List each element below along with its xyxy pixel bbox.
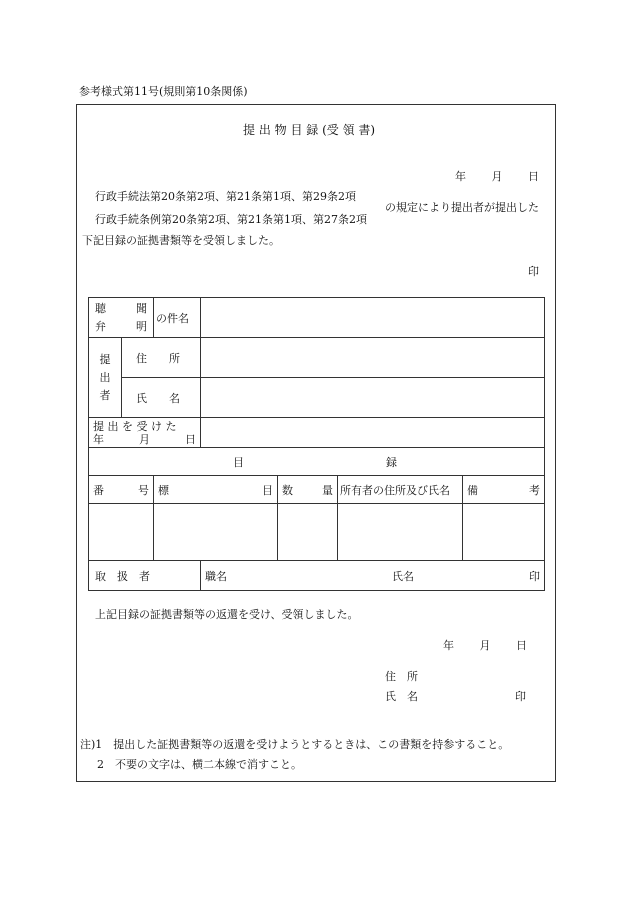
col-label: 標 目 bbox=[154, 476, 278, 504]
submitter-name-field[interactable] bbox=[201, 378, 545, 418]
entry-note-field[interactable] bbox=[463, 504, 545, 561]
note-1: 注)1 提出した証拠書類等の返還を受けようとするときは、この書類を持参すること。 bbox=[80, 738, 510, 751]
form-title: 提 出 物 目 録 (受 領 書) bbox=[243, 123, 376, 137]
job-title-label: 職名 bbox=[205, 569, 227, 583]
handler-name-label: 氏名 bbox=[392, 569, 414, 583]
law-line-3: 下記目録の証拠書類等を受領しました。 bbox=[82, 234, 280, 247]
month-label: 月 bbox=[491, 170, 503, 183]
return-address-label: 住 所 bbox=[385, 670, 418, 683]
entry-owner-field[interactable] bbox=[338, 504, 463, 561]
day-label: 日 bbox=[528, 170, 539, 183]
handler-label: 取 扱 者 bbox=[89, 561, 201, 591]
return-year-label: 年 bbox=[443, 639, 454, 652]
law-line-1: 行政手続法第20条第2項、第21条第1項、第29条2項 bbox=[95, 190, 356, 203]
return-month-label: 月 bbox=[479, 639, 491, 652]
submitter-address-row bbox=[89, 338, 545, 378]
col-quantity: 数 量 bbox=[278, 476, 338, 504]
submission-table bbox=[88, 297, 545, 591]
receiver-seal: 印 bbox=[528, 265, 539, 278]
submitter-name-row bbox=[89, 378, 545, 418]
handler-row bbox=[89, 561, 545, 591]
submitter-address-field[interactable] bbox=[201, 338, 545, 378]
case-name-field[interactable] bbox=[201, 298, 545, 338]
note-2: 2 不要の文字は、横二本線で消すこと。 bbox=[97, 758, 302, 771]
entry-label-field[interactable] bbox=[154, 504, 278, 561]
handler-seal: 印 bbox=[529, 569, 540, 583]
catalog-header-row bbox=[89, 448, 545, 476]
hearing-label: 聴 聞 弁 明 bbox=[89, 298, 154, 338]
return-name-label: 氏 名 bbox=[385, 690, 418, 703]
issue-date bbox=[455, 168, 539, 184]
catalog-entry-row bbox=[89, 504, 545, 561]
entry-quantity-field[interactable] bbox=[278, 504, 338, 561]
column-header-row bbox=[89, 476, 545, 504]
entry-number-field[interactable] bbox=[89, 504, 154, 561]
return-day-label: 日 bbox=[516, 639, 527, 652]
year-label: 年 bbox=[455, 170, 466, 183]
received-date-label: 提 出 を 受 け た 年 月 日 bbox=[89, 418, 201, 448]
case-name-label: の件名 bbox=[154, 298, 201, 338]
received-date-field[interactable] bbox=[201, 418, 545, 448]
law-line-tail: の規定により提出者が提出した bbox=[385, 201, 539, 214]
address-label: 住 所 bbox=[122, 338, 201, 378]
name-label: 氏 名 bbox=[122, 378, 201, 418]
received-date-row bbox=[89, 418, 545, 448]
return-statement: 上記目録の証拠書類等の返還を受け、受領しました。 bbox=[95, 608, 359, 621]
col-number: 番 号 bbox=[89, 476, 154, 504]
form-reference: 参考様式第11号(規則第10条関係) bbox=[79, 85, 248, 98]
submitter-label: 提 出 者 bbox=[89, 338, 122, 418]
law-line-2: 行政手続条例第20条第2項、第21条第1項、第27条2項 bbox=[95, 213, 367, 226]
col-note: 備 考 bbox=[463, 476, 545, 504]
catalog-header: 目 録 bbox=[89, 448, 545, 476]
return-seal: 印 bbox=[515, 690, 526, 703]
return-date bbox=[443, 637, 527, 653]
col-owner: 所有者の住所及び氏名 bbox=[338, 476, 463, 504]
handler-field[interactable] bbox=[201, 561, 545, 591]
case-row bbox=[89, 298, 545, 338]
